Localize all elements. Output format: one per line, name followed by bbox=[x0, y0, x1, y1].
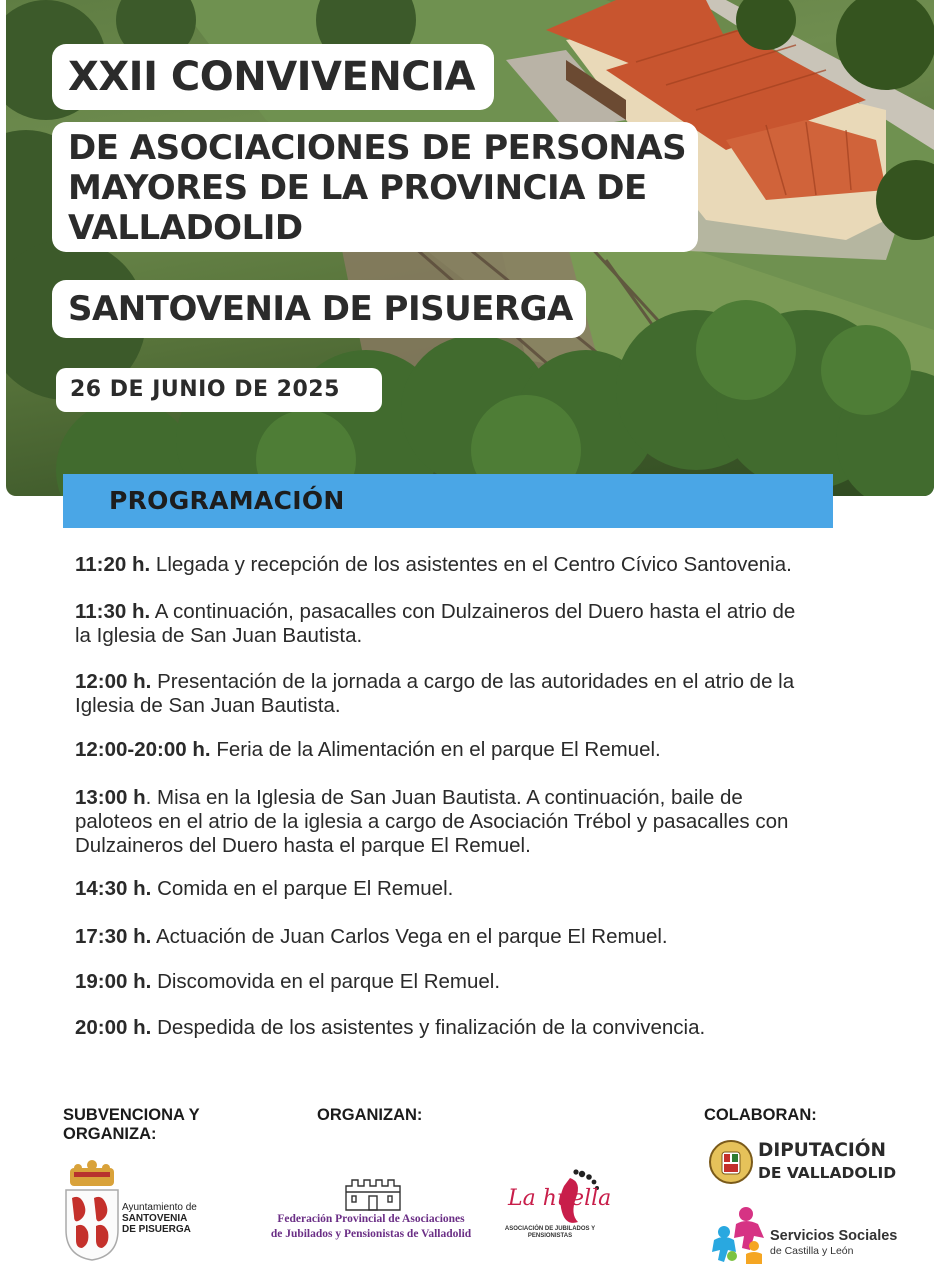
dip-line1: DIPUTACIÓN bbox=[758, 1140, 886, 1161]
title-line-2b: MAYORES DE LA PROVINCIA DE bbox=[68, 168, 647, 208]
schedule-text: paloteos en el atrio de la iglesia a cargo de Asociación Trébol y pasacalles con bbox=[75, 810, 789, 833]
schedule-time: 11:20 h. bbox=[75, 553, 151, 576]
title-line-2c: VALLADOLID bbox=[68, 208, 303, 248]
schedule-item bbox=[75, 925, 895, 949]
schedule-text: Discomovida en el parque El Remuel. bbox=[157, 970, 501, 993]
la-huella-subtitle: ASOCIACIÓN DE JUBILADOS Y PENSIONISTAS bbox=[504, 1226, 596, 1239]
dip-line2: DE VALLADOLID bbox=[758, 1164, 897, 1182]
schedule-text: Actuación de Juan Carlos Vega en el parque El Remuel. bbox=[155, 925, 668, 948]
schedule-text: Iglesia de San Juan Bautista. bbox=[75, 694, 341, 717]
schedule-item bbox=[75, 670, 895, 718]
ayto-line3: DE PISUERGA bbox=[122, 1224, 191, 1235]
federacion-logo-text bbox=[260, 1212, 482, 1242]
diputacion-logo-text bbox=[758, 1140, 896, 1184]
location-title: SANTOVENIA DE PISUERGA bbox=[52, 280, 586, 338]
schedule-time: 20:00 h. bbox=[75, 1016, 152, 1039]
fed-line2: de Jubilados y Pensionistas de Valladolid bbox=[270, 1228, 472, 1240]
schedule-text: . Misa en la Iglesia de San Juan Bautista. A continuación, baile de bbox=[145, 786, 743, 809]
schedule-time: 19:00 h. bbox=[75, 970, 152, 993]
organizan-label: ORGANIZAN: bbox=[317, 1106, 423, 1124]
schedule-time: 14:30 h. bbox=[75, 877, 152, 900]
ss-line2: de Castilla y León bbox=[770, 1245, 854, 1257]
fed-line1: Federación Provincial de Asociaciones bbox=[277, 1213, 465, 1225]
schedule-item bbox=[75, 738, 895, 762]
servicios-sociales-logo-text bbox=[770, 1228, 897, 1257]
ss-line1: Servicios Sociales bbox=[770, 1228, 898, 1244]
subvenciona-line1: SUBVENCIONA Y bbox=[63, 1106, 200, 1124]
hero-aerial-photo bbox=[6, 0, 934, 496]
title-subtitle-box bbox=[52, 122, 698, 252]
federacion-castle-icon bbox=[342, 1172, 404, 1212]
schedule-item bbox=[75, 970, 895, 994]
schedule-item bbox=[75, 1016, 895, 1040]
colaboran-label: COLABORAN: bbox=[704, 1106, 817, 1124]
subvenciona-label bbox=[63, 1106, 200, 1144]
schedule-text: Dulzaineros del Duero hasta el parque El Remuel. bbox=[75, 834, 531, 857]
schedule-time: 13:00 h bbox=[75, 786, 146, 809]
schedule-text: Llegada y recepción de los asistentes en el Centro Cívico Santovenia. bbox=[155, 553, 792, 576]
ayto-line2: SANTOVENIA bbox=[122, 1213, 188, 1224]
ayuntamiento-logo-text bbox=[122, 1202, 197, 1235]
schedule-text: Presentación de la jornada a cargo de las autoridades en el atrio de la bbox=[157, 670, 795, 693]
schedule-item bbox=[75, 877, 895, 901]
schedule-item bbox=[75, 553, 895, 577]
subvenciona-line2: ORGANIZA: bbox=[63, 1125, 157, 1143]
schedule-time: 11:30 h. bbox=[75, 600, 151, 623]
title-line-2a: DE ASOCIACIONES DE PERSONAS bbox=[68, 128, 687, 168]
event-date: 26 DE JUNIO DE 2025 bbox=[56, 368, 382, 412]
ayto-line1: Ayuntamiento de bbox=[122, 1202, 197, 1213]
schedule-text: la Iglesia de San Juan Bautista. bbox=[75, 624, 363, 647]
schedule-item bbox=[75, 786, 895, 858]
schedule-item bbox=[75, 600, 895, 648]
schedule-text: Despedida de los asistentes y finalización de la convivencia. bbox=[157, 1016, 706, 1039]
schedule-text: A continuación, pasacalles con Dulzaineros del Duero hasta el atrio de bbox=[154, 600, 796, 623]
diputacion-crest-icon bbox=[708, 1138, 754, 1186]
programacion-heading: PROGRAMACIÓN bbox=[63, 474, 833, 528]
santovenia-coat-of-arms-icon bbox=[62, 1160, 122, 1264]
schedule-text: Comida en el parque El Remuel. bbox=[157, 877, 454, 900]
la-huella-logo-name: La huella bbox=[508, 1186, 612, 1211]
schedule-time: 17:30 h. bbox=[75, 925, 152, 948]
schedule-time: 12:00 h. bbox=[75, 670, 152, 693]
title-line-1: XXII CONVIVENCIA bbox=[52, 44, 494, 110]
servicios-sociales-figures-icon bbox=[706, 1204, 772, 1266]
schedule-time: 12:00-20:00 h. bbox=[75, 738, 211, 761]
schedule-text: Feria de la Alimentación en el parque El Remuel. bbox=[216, 738, 661, 761]
